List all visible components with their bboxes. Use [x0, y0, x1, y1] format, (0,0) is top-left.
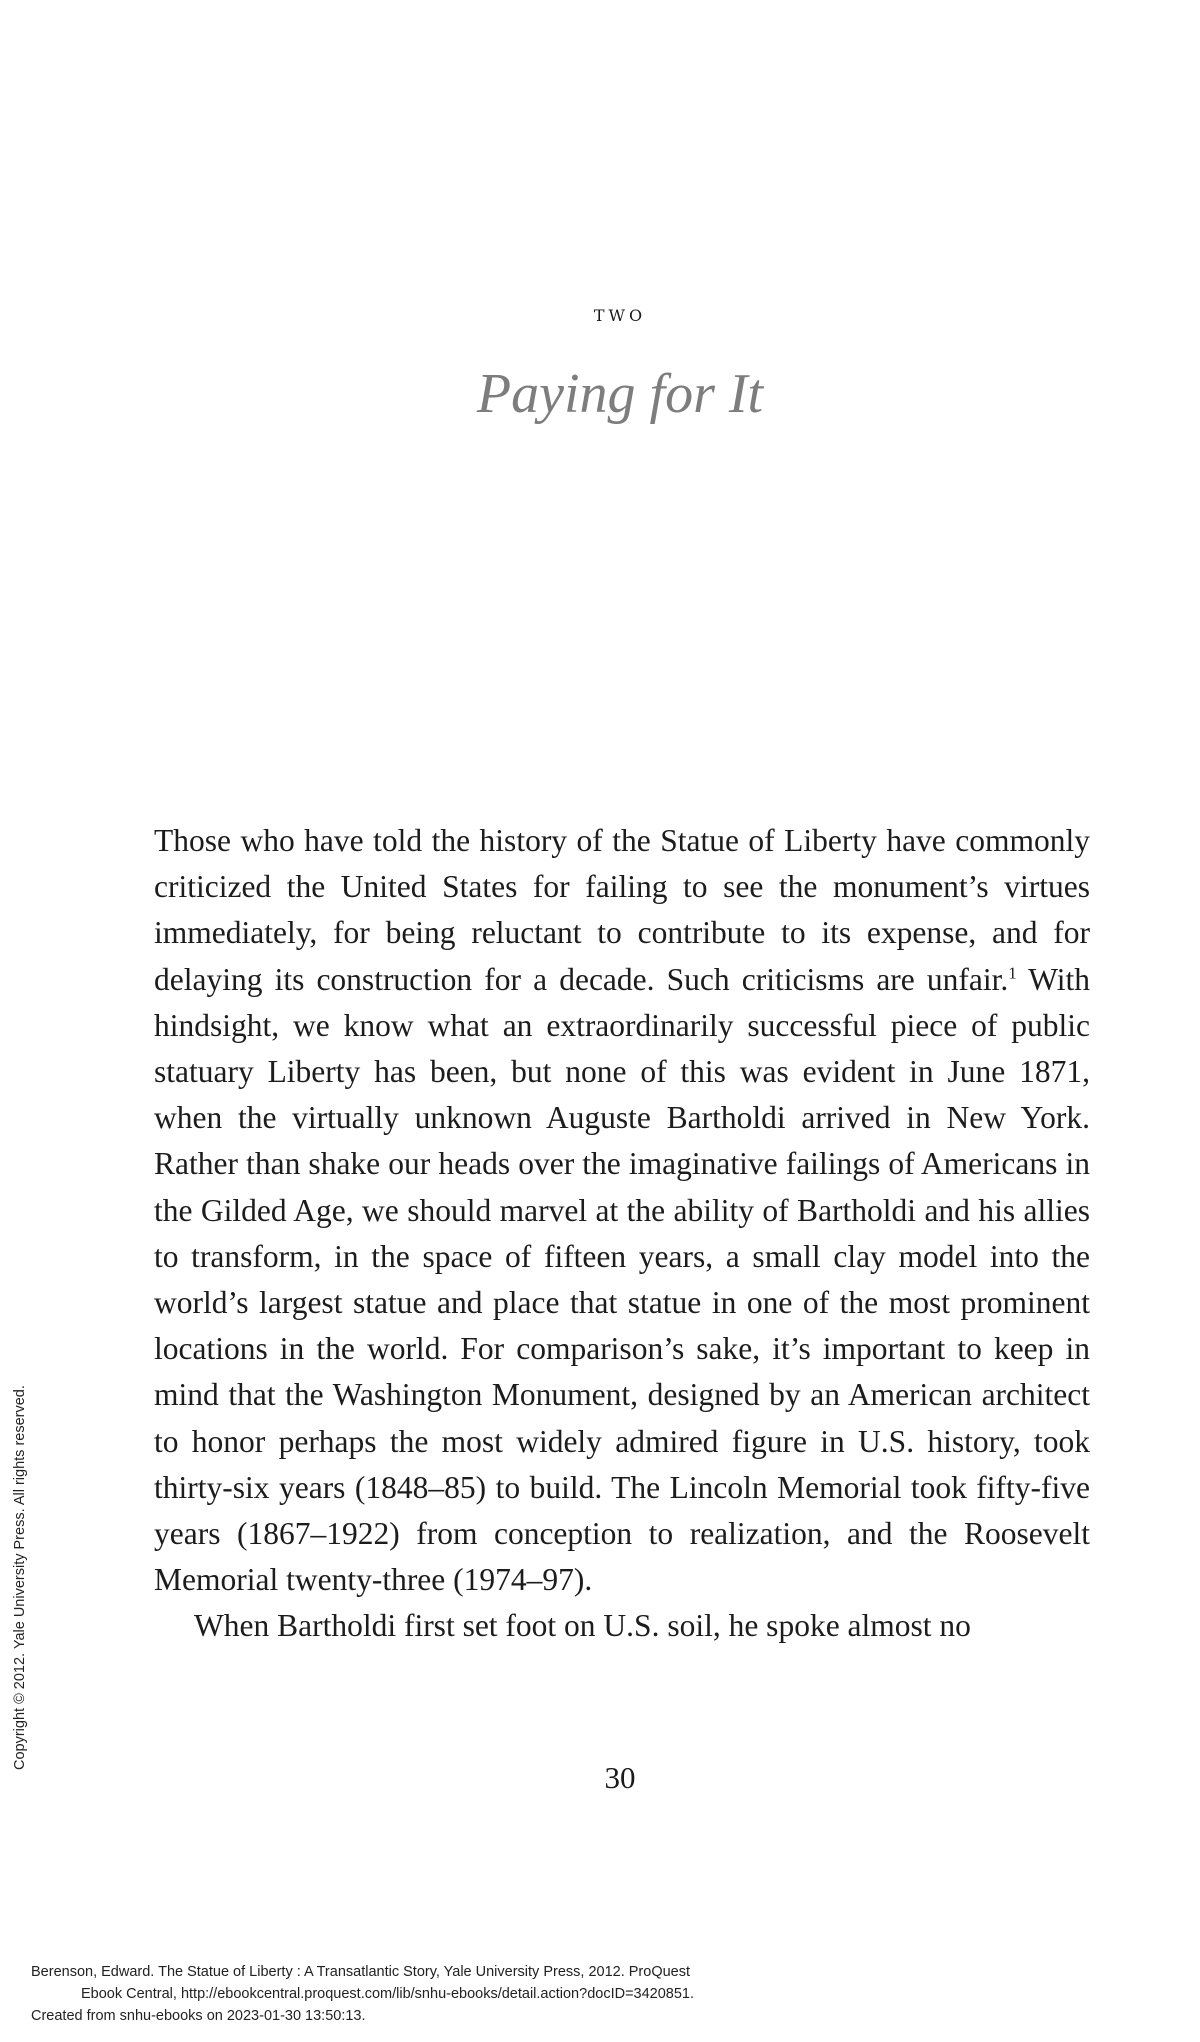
paragraph-1	[154, 818, 1090, 1603]
citation-line-3: Created from snhu-ebooks on 2023-01-30 13:50:13.	[31, 2008, 366, 2024]
citation-line-1: Berenson, Edward. The Statue of Liberty : A Transatlantic Story, Yale University Press, 2012. ProQuest	[31, 1964, 691, 1980]
citation-line-2[interactable]: Ebook Central, http://ebookcentral.proquest.com/lib/snhu-ebooks/detail.action?docID=3420851.	[81, 1986, 695, 2002]
paragraph-2: When Bartholdi first set foot on U.S. soil, he spoke almost no	[194, 1608, 971, 1644]
chapter-number: two	[593, 301, 647, 327]
paragraph-1-text-a: Those who have told the history of the Statue of Liberty have commonly criticized the United States for failing to see the monument’s virtues immediately, for being reluctant to contribute to its expense, and for delaying its construction for a decade. Such criticisms are unfair.	[154, 823, 1090, 997]
chapter-title: Paying for It	[476, 363, 764, 425]
page-number: 30	[604, 1760, 636, 1795]
chapter-body	[154, 818, 1090, 1650]
footnote-reference[interactable]: 1	[1008, 963, 1017, 983]
citation-footer	[31, 1961, 1171, 2027]
copyright-notice: Copyright © 2012. Yale University Press. All rights reserved.	[12, 1385, 28, 1770]
paragraph-1-text-b: With hindsight, we know what an extraordinarily successful piece of public statuary Liberty has been, but none of this was evident in June 1871, when the virtually unknown Auguste Bartholdi arrived in New York. Rather than shake our heads over the imaginative failings of Americans in the Gilded Age, we should marvel at the ability of Bartholdi and his allies to transform, in the space of fifteen years, a small clay model into the world’s largest statue and place that statue in one of the most prominent locations in the world. For comparison’s sake, it’s important to keep in mind that the Washington Monument, designed by an American architect to honor perhaps the most widely admired figure in U.S. history, took thirty-six years (1848–85) to build. The Lincoln Memorial took fifty-five years (1867–1922) from conception to realization, and the Roosevelt Memorial twenty-three (1974–97).	[154, 961, 1090, 1598]
